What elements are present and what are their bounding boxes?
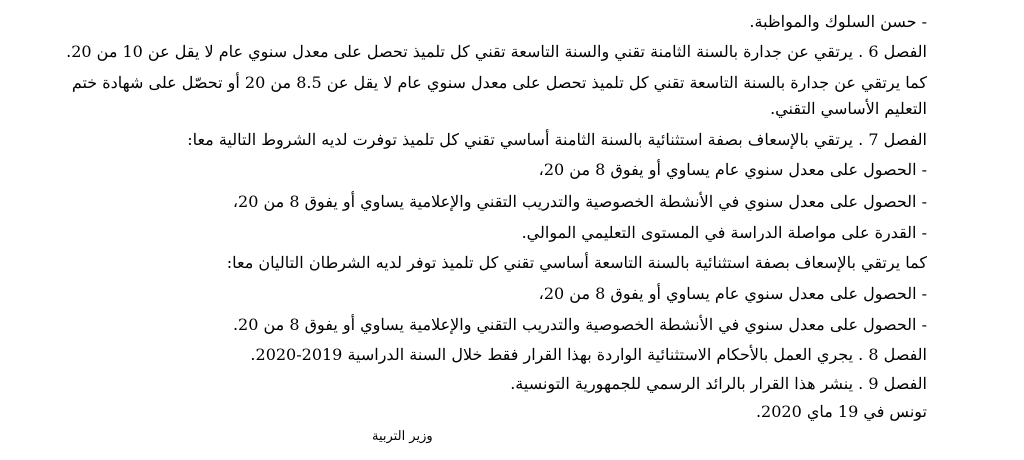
text-line-7: - الحصول على معدل سنوي في الأنشطة الخصوصية والتدريب التقني والإعلامية يساوي أو يفوق 8 من 20، — [232, 192, 927, 211]
text-line-9: كما يرتقي بالإسعاف بصفة استثنائية بالسنة التاسعة أساسي تقني كل تلميذ توفر لديه الشرطان التاليان معا: — [226, 253, 927, 272]
text-line-5: الفصل 7 . يرتقي بالإسعاف بصفة استثنائية بالسنة الثامنة أساسي تقني كل تلميذ توفرت لديه الشروط التالية معا: — [187, 130, 927, 149]
text-line-11: - الحصول على معدل سنوي في الأنشطة الخصوصية والتدريب التقني والإعلامية يساوي أو يفوق 8 من 20. — [232, 315, 927, 334]
text-line-4: التعليم الأساسي التقني. — [770, 99, 927, 118]
text-line-14: تونس في 19 ماي 2020. — [755, 402, 927, 421]
text-line-10: - الحصول على معدل سنوي عام يساوي أو يفوق 8 من 20، — [538, 284, 927, 303]
text-line-13: الفصل 9 . ينشر هذا القرار بالرائد الرسمي للجمهورية التونسية. — [510, 374, 927, 393]
text-line-1: - حسن السلوك والمواظبة. — [749, 12, 927, 31]
text-line-6: - الحصول على معدل سنوي عام يساوي أو يفوق 8 من 20، — [538, 160, 927, 179]
text-line-12: الفصل 8 . يجري العمل بالأحكام الاستثنائية الواردة بهذا القرار فقط خلال السنة الدراسية 2019-2020. — [250, 345, 927, 364]
text-line-3: كما يرتقي عن جدارة بالسنة التاسعة تقني كل تلميذ تحصل على معدل سنوي عام لا يقل عن 8.5 من 20 أو تحصّل على شهادة ختم — [71, 73, 927, 92]
cut-off-text-fragment — [380, 452, 640, 460]
text-line-8: - القدرة على مواصلة الدراسة في المستوى التعليمي الموالي. — [521, 223, 927, 242]
text-line-2: الفصل 6 . يرتقي عن جدارة بالسنة الثامنة تقني والسنة التاسعة تقني كل تلميذ تحصل على معدل سنوي عام لا يقل عن 10 من 20. — [66, 42, 927, 61]
signature-title: وزير التربية — [372, 429, 433, 444]
